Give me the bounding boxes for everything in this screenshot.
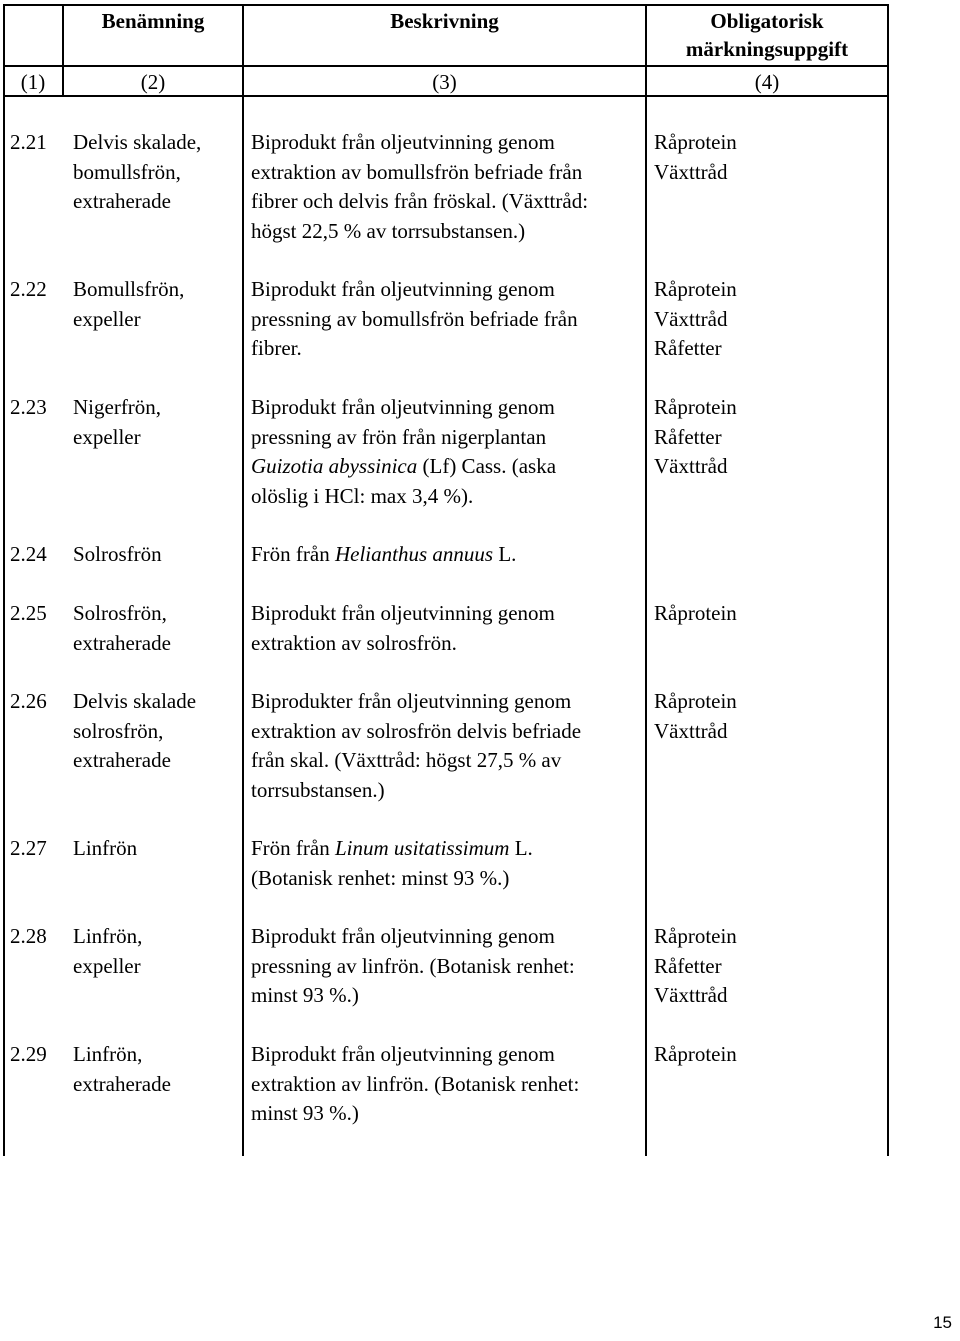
description-text: torrsubstansen.): [251, 777, 385, 802]
row-description-line: [251, 217, 646, 247]
row-name-line: Linfrön: [73, 836, 138, 860]
description-text: Biprodukt från oljeutvinning genom: [251, 601, 555, 625]
row-description: [251, 599, 646, 658]
table-border-right: [887, 5, 889, 1156]
row-name: [73, 128, 238, 217]
row-name-line: Bomullsfrön,: [73, 277, 185, 301]
row-marking-item: Råprotein: [654, 1042, 737, 1066]
row-description-line: [251, 981, 646, 1011]
species-name: Linum usitatissimum: [334, 836, 510, 860]
row-marking-item: Växttråd: [654, 983, 728, 1007]
row-description: [251, 128, 646, 246]
row-name-line: Linfrön,: [73, 924, 143, 948]
row-name-line: solrosfrön,: [73, 718, 164, 743]
description-text: L.: [493, 542, 517, 566]
row-name-line: extraherade: [73, 1071, 171, 1096]
row-marking-item: Råprotein: [654, 689, 737, 713]
row-description-line: [251, 776, 646, 806]
column-number-4: (4): [754, 70, 780, 94]
header-divider: [3, 65, 889, 67]
table-border-left: [3, 5, 5, 1156]
row-description: [251, 687, 646, 805]
description-text: olöslig i HCl: max 3,4 %).: [251, 483, 474, 508]
row-description-line: [251, 423, 646, 453]
row-description-line: [251, 158, 646, 188]
row-name-line: Solrosfrön: [73, 542, 162, 566]
row-marking-item: Råprotein: [654, 395, 737, 419]
description-text: minst 93 %.): [251, 1101, 359, 1125]
column-divider-2: [242, 5, 244, 1156]
description-text: Biprodukt från oljeutvinning genom: [251, 130, 555, 154]
row-number: 2.28: [10, 924, 47, 948]
column-number-3: (3): [432, 70, 457, 94]
description-text: fibrer.: [251, 336, 302, 360]
row-name-line: Delvis skalade,: [73, 130, 202, 154]
row-description-line: [251, 599, 646, 629]
row-name-line: extraherade: [73, 189, 171, 213]
description-text: Biprodukt från oljeutvinning genom: [251, 924, 555, 948]
row-description: [251, 1040, 646, 1129]
row-marking: [654, 1040, 884, 1070]
row-name-line: extraherade: [73, 630, 171, 655]
row-number: 2.29: [10, 1042, 47, 1066]
row-marking-item: Råprotein: [654, 130, 737, 154]
row-description: [251, 834, 646, 893]
row-description-line: [251, 952, 646, 982]
row-name: [73, 275, 238, 334]
row-name-line: expeller: [73, 424, 141, 449]
description-text: extraktion av solrosfrön delvis befriade: [251, 718, 582, 743]
row-name: [73, 1040, 238, 1099]
description-text: extraktion av linfrön. (Botanisk renhet:: [251, 1071, 580, 1096]
row-description-line: [251, 629, 646, 659]
row-name: [73, 922, 238, 981]
row-description-line: [251, 1040, 646, 1070]
row-marking: [654, 922, 884, 1011]
description-text: L.: [509, 836, 533, 860]
description-text: pressning av bomullsfrön befriade från: [251, 306, 578, 331]
row-name-line: Delvis skalade: [73, 689, 197, 713]
description-text: Biprodukter från oljeutvinning genom: [251, 689, 572, 713]
row-description-line: [251, 746, 646, 776]
row-description: [251, 922, 646, 1011]
row-description-line: [251, 334, 646, 364]
row-marking-item: Råfetter: [654, 953, 722, 978]
row-description-line: [251, 864, 646, 894]
row-number: 2.22: [10, 277, 47, 301]
row-number: 2.27: [10, 836, 47, 860]
row-name-line: expeller: [73, 306, 141, 331]
row-number: 2.24: [10, 542, 47, 566]
row-marking: [654, 687, 884, 746]
row-name: [73, 393, 238, 452]
description-text: pressning av linfrön. (Botanisk renhet:: [251, 953, 575, 978]
description-text: extraktion av solrosfrön.: [251, 630, 457, 655]
row-name: [73, 599, 238, 658]
row-description-line: [251, 275, 646, 305]
description-text: Biprodukt från oljeutvinning genom: [251, 395, 555, 419]
row-description-line: [251, 717, 646, 747]
column-title-marking-line2: märkningsuppgift: [685, 37, 849, 61]
row-description-line: [251, 834, 646, 864]
description-text: pressning av frön från nigerplantan: [251, 424, 547, 449]
row-description-line: [251, 540, 646, 570]
description-text: Biprodukt från oljeutvinning genom: [251, 1042, 555, 1066]
row-marking: [654, 275, 884, 364]
description-text: Frön från: [251, 836, 335, 860]
description-text: minst 93 %.): [251, 983, 359, 1007]
row-number: 2.25: [10, 601, 47, 625]
row-description-line: [251, 393, 646, 423]
description-text: från skal. (Växttråd: högst 27,5 % av: [251, 748, 562, 772]
row-marking-item: Växttråd: [654, 454, 728, 478]
row-description-line: [251, 482, 646, 512]
species-name: Guizotia abyssinica: [251, 454, 418, 478]
row-number: 2.21: [10, 130, 47, 154]
row-description-line: [251, 128, 646, 158]
row-name-line: Solrosfrön,: [73, 601, 167, 625]
row-marking-item: Råprotein: [654, 601, 737, 625]
row-number: 2.26: [10, 689, 47, 713]
row-marking-item: Växttråd: [654, 159, 728, 184]
column-title-description: Beskrivning: [390, 9, 499, 33]
row-marking-item: Växttråd: [654, 306, 728, 331]
column-number-1: (1): [20, 70, 46, 94]
row-marking-item: Råprotein: [654, 277, 737, 301]
row-description-line: [251, 1099, 646, 1129]
row-marking: [654, 128, 884, 187]
row-number: 2.23: [10, 395, 47, 419]
row-marking: [654, 393, 884, 482]
row-description-line: [251, 922, 646, 952]
row-description: [251, 540, 646, 570]
row-name-line: bomullsfrön,: [73, 159, 181, 184]
row-marking-item: Råfetter: [654, 336, 722, 360]
description-text: extraktion av bomullsfrön befriade från: [251, 159, 583, 184]
row-name: [73, 687, 238, 776]
column-number-2: (2): [140, 70, 166, 94]
column-title-marking-line1: Obligatorisk: [710, 9, 824, 33]
row-description-line: [251, 452, 646, 482]
row-marking-item: Råfetter: [654, 424, 722, 449]
description-text: Biprodukt från oljeutvinning genom: [251, 277, 555, 301]
row-name-line: extraherade: [73, 748, 171, 772]
description-text: (Lf) Cass. (aska: [417, 454, 557, 478]
column-title-name: Benämning: [101, 9, 205, 33]
description-text: högst 22,5 % av torrsubstansen.): [251, 218, 526, 243]
row-description: [251, 275, 646, 364]
description-text: Frön från: [251, 542, 335, 566]
page-number: 15: [933, 1313, 952, 1332]
description-text: fibrer och delvis från fröskal. (Växttråd:: [251, 189, 589, 213]
table-border-top: [3, 4, 889, 6]
row-name: [73, 540, 238, 570]
row-marking-item: Råprotein: [654, 924, 737, 948]
row-description-line: [251, 687, 646, 717]
row-description-line: [251, 305, 646, 335]
row-marking: [654, 599, 884, 629]
row-description-line: [251, 1070, 646, 1100]
species-name: Helianthus annuus: [334, 542, 494, 566]
row-description-line: [251, 187, 646, 217]
row-name: [73, 834, 238, 864]
row-marking-item: Växttråd: [654, 718, 728, 743]
row-name-line: Nigerfrön,: [73, 395, 162, 419]
description-text: (Botanisk renhet: minst 93 %.): [251, 865, 510, 890]
row-name-line: expeller: [73, 953, 141, 978]
row-description: [251, 393, 646, 511]
row-name-line: Linfrön,: [73, 1042, 143, 1066]
column-title-marking: [647, 7, 887, 63]
